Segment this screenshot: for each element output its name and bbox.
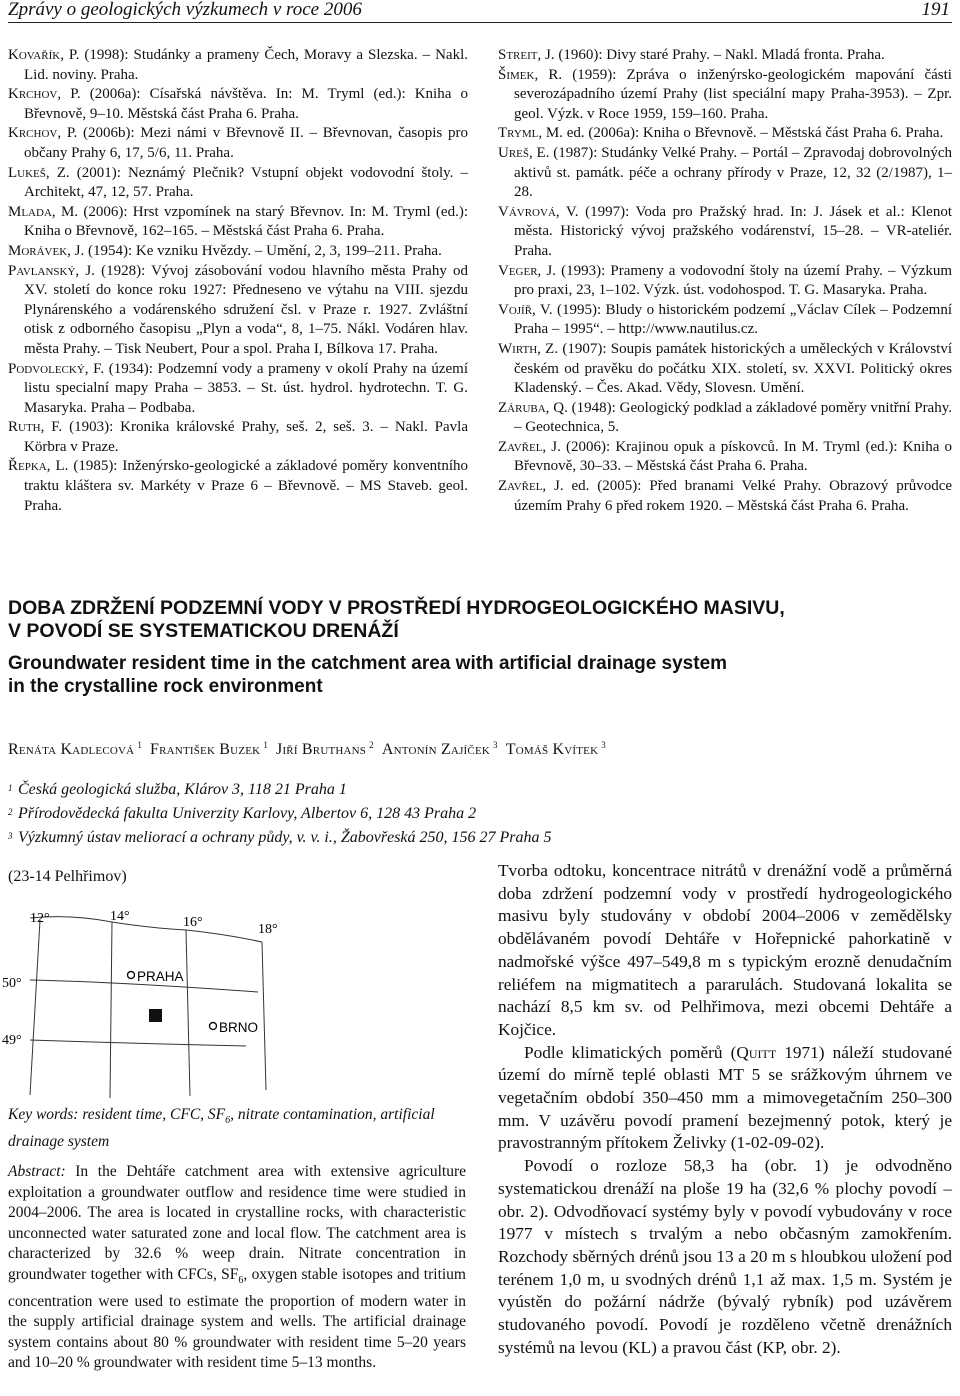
map-city-praha: PRAHA xyxy=(137,969,184,984)
author xyxy=(276,741,374,758)
reference-entry xyxy=(498,144,952,203)
reference-text: (1993): Prameny a vodovodní štoly na území Prahy. – Výzkum pro praxi, 23, 1–102. Výzk. úst. vodohospod. T. G. Masaryka. Praha. xyxy=(514,262,952,299)
author-affiliation-number: 1 xyxy=(137,740,143,750)
map-lon-label-14: 14° xyxy=(110,909,130,924)
body-paragraph-1: Tvorba odtoku, koncentrace nitrátů v drenážní vodě a průměrná doba zdržení podzemní vody v prostředí hydrogeologického masivu byly studovány v období 2004–2006 v zemědělsky obdělávaném povodí Dehtáře v Hořepnické pahorkatině v nadmořské výšce 497–549,8 m s typickým erozně denudačním reliéfem na migmatitech a pararulách. Studovaná lokalita se nachází 8,5 km sv. od Pelhřimova, mezi obcemi Dehtáře a Kojčice. xyxy=(498,861,952,1039)
body-p2-end: 1971) náleží studované území do mírně teplé oblasti MT 5 se srážkovým úhrnem ve vegetačním období 350–450 mm a mimovegetačním 250–300 mm. V uzávěru povodí pramení bezejmenný potok, který je pravostranným přítokem Želivky (1-02-09-02). xyxy=(498,1042,953,1153)
reference-text: (1987): Studánky Velké Prahy. – Portál – Zpravodaj dobrovolných aktivů st. památk. péče a ochrany přírody v Praze, 12, 32 (2/1987), 1–28. xyxy=(514,144,952,201)
reference-text: (1954): Ke vzniku Hvězdy. – Umění, 2, 3, 199–211. Praha. xyxy=(84,242,442,259)
abstract-subscript: 6 xyxy=(238,1275,244,1287)
reference-author: Krchov, P. xyxy=(8,125,78,142)
running-title: Zprávy o geologických výzkumech v roce 2006 xyxy=(8,0,362,20)
map-city-brno: BRNO xyxy=(219,1020,259,1035)
reference-author: Wirth, Z. xyxy=(498,340,559,357)
author-affiliation-number: 2 xyxy=(369,740,374,750)
reference-author: Kovařík, P. xyxy=(8,47,80,63)
reference-author: Pavlanský, J. xyxy=(8,262,95,279)
map-lon-label-16: 16° xyxy=(183,915,203,930)
affiliation-text: Výzkumný ústav meliorací a ochrany půdy, v. v. i., Žabovřeská 250, 156 27 Praha 5 xyxy=(18,829,552,846)
body-paragraph-3: Povodí o rozloze 58,3 ha (obr. 1) je odvodněno systematickou drenáží na ploše 19 ha (32,6 % plochy povodí – obr. 2). Odvodňovací systémy byly v povodí vybudovány v roce 1977 v místech s trvalým a nebo občasným zamokřením. Rozchody sběrných drénů jsou 13 a 20 m s hloubkou uložení pod terénem 1,0 m, u svodných drénů 1,1 až max. 1,5 m. Systém je vyústěn do požární nádrže (bývalý rybník) pod uzávěrem studovaného povodí. Povodí je rozděleno včetně drenážních systémů na levou (KL) a pravou část (KP, obr. 2). xyxy=(498,1156,952,1357)
author-name: Antonín Zajíček xyxy=(381,741,491,758)
reference-entry xyxy=(498,124,952,144)
location-map xyxy=(0,900,278,1100)
reference-entry xyxy=(8,203,468,242)
article-title-english xyxy=(8,653,952,698)
reference-author: Mlada, M. xyxy=(8,203,79,220)
reference-entry xyxy=(498,203,952,262)
reference-author: Zavřel, J. xyxy=(498,438,561,455)
citation-quitt: Quitt xyxy=(736,1042,777,1062)
reference-entry xyxy=(8,124,468,163)
references-right-column xyxy=(498,46,952,516)
reference-text: (1907): Soupis památek historických a uměleckých v Království českém od pravěku do počátku XIX. století, sv. XXVI. Politický okres Kladenský. – Čes. Akad. Vědy, Slovesn. Umění. xyxy=(514,340,952,397)
reference-entry xyxy=(8,360,468,419)
map-sheet-label: (23-14 Pelhřimov) xyxy=(8,868,127,885)
keywords-subscript: 6 xyxy=(225,1115,231,1127)
reference-author: Ruth, F. xyxy=(8,419,63,436)
map-graticule-49 xyxy=(30,1040,246,1046)
reference-text: (1959): Zpráva o inženýrsko-geologickém mapování části severozápadního území Prahy (list speciální mapy Praha-3953). – Zpr. geol. Výzk. v Roce 1959, 159–160. Praha. xyxy=(514,66,952,122)
reference-author: Morávek, J. xyxy=(8,242,85,259)
reference-text: (2006): Hrst vzpomínek na starý Břevnov. In: M. Tryml (ed.): Kniha o Břevnově, 162–165. – Městská část Praha 6. Praha. xyxy=(24,203,468,240)
reference-author: Záruba, Q. xyxy=(498,399,568,416)
reference-entry xyxy=(8,164,468,203)
reference-author: Podvolecký, F. xyxy=(8,360,105,377)
reference-author: Vojíř, V. xyxy=(498,301,553,318)
keywords xyxy=(8,1104,466,1152)
author-affiliation-number: 1 xyxy=(263,740,269,750)
reference-text: (2006a): Císařská návštěva. In: M. Tryml (ed.): Kniha o Břevnově, 9–10. Městská část Praha 6. Praha. xyxy=(24,86,468,122)
abstract-text-2: , oxygen stable isotopes and tritium concentration were used to estimate the proportion of modern water in the supply artificial drainage system and wells. The artificial drainage system contains about 80 % groundwater with resident time 5–20 years and 10–20 % groundwater with resident time 5–13 months. xyxy=(8,1265,466,1372)
reference-author: Ureš, E. xyxy=(498,144,550,161)
map-lat-label-50: 50° xyxy=(2,976,22,991)
reference-author: Vávrová, V. xyxy=(498,203,579,220)
map-meridian-16 xyxy=(186,930,190,1096)
title-cz-line-2: V POVODÍ SE SYSTEMATICKOU DRENÁŽÍ xyxy=(8,619,399,642)
map-graticule-top xyxy=(30,917,262,942)
reference-text: (2006): Krajinou opuk a pískovců. In M. Tryml (ed.): Kniha o Břevnově, 30–33. – Městská část Praha 6. Praha. xyxy=(514,438,952,475)
reference-entry xyxy=(498,399,952,438)
reference-text: (1934): Podzemní vody a prameny v okolí Prahy na území listu specialní mapy Praha – 3853. – St. úst. hydrol. hydrotechn. T. G. Masaryka. Praha – Podbaba. xyxy=(24,360,468,416)
reference-text: ed. (2006a): Kniha o Břevnově. – Městská část Praha 6. Praha. xyxy=(562,125,944,142)
reference-text: (1985): Inženýrsko-geologické a základové poměry konventního traktu kláštera sv. Markéty v Praze 6 – Břevnově. – MS Staveb. geol. Praha. xyxy=(24,458,468,514)
reference-text: (1960): Divy staré Prahy. – Nakl. Mladá fronta. Praha. xyxy=(554,47,885,63)
map-meridian-14 xyxy=(110,922,112,1098)
reference-text: (1997): Voda pro Pražský hrad. In: J. Jásek et al.: Klenot města. Historický vývoj pražského vodárenství, 15–28. – VR-ateliér. Praha. xyxy=(514,203,952,259)
reference-author: Řepka, L. xyxy=(8,458,69,475)
reference-text: ed. (2005): Před branami Velké Prahy. Obrazový průvodce územím Prahy 6 před rokem 1920. – Městská část Praha 6. Praha. xyxy=(514,478,953,514)
affiliation-number: 2 xyxy=(8,807,13,817)
reference-text: (1998): Studánky a prameny Čech, Moravy a Slezska. – Nakl. Lid. noviny. Praha. xyxy=(24,47,468,83)
reference-author: Tryml, M. xyxy=(498,125,563,142)
page-number: 191 xyxy=(921,0,950,20)
map-lat-label-49: 49° xyxy=(2,1033,22,1048)
author-affiliation-number: 3 xyxy=(493,740,498,750)
map-meridian-12 xyxy=(30,920,40,1095)
references-left-column xyxy=(8,46,468,516)
reference-entry xyxy=(498,262,952,301)
abstract xyxy=(8,1162,466,1374)
praha-marker-icon xyxy=(128,972,135,979)
reference-entry xyxy=(8,457,468,516)
author-affiliation-number: 3 xyxy=(601,740,606,750)
title-en-line-2: in the crystalline rock environment xyxy=(8,675,323,697)
reference-entry xyxy=(8,418,468,457)
affiliation xyxy=(8,778,952,802)
reference-entry xyxy=(498,340,952,399)
affiliation-text: Česká geologická služba, Klárov 3, 118 21 Praha 1 xyxy=(18,781,347,798)
reference-entry xyxy=(8,242,468,262)
body-paragraph-2 xyxy=(498,1042,952,1156)
study-area-marker-icon xyxy=(149,1009,162,1022)
reference-entry xyxy=(8,85,468,124)
affiliation-list xyxy=(8,778,952,850)
reference-author: Krchov, P. xyxy=(8,86,81,103)
abstract-text-1: In the Dehtáře catchment area with extensive agriculture exploitation a groundwater outflow and residence time were studied in 2004–2006. The area is located in crystalline rocks, with characteristic unconnected water saturated zone and local flow. The catchment area is characterized by 32.6 % weep drain. Nitrate concentration in groundwater together with CFCs, SF xyxy=(8,1163,466,1283)
author xyxy=(150,741,268,758)
author xyxy=(506,741,606,758)
reference-author: Streit, J. xyxy=(498,47,555,63)
author xyxy=(8,741,142,758)
author-name: Renáta Kadlecová xyxy=(8,741,135,758)
article-title-czech xyxy=(8,597,952,642)
reference-entry xyxy=(8,262,468,360)
affiliation xyxy=(8,826,952,850)
reference-entry xyxy=(498,66,952,125)
map-meridian-18 xyxy=(262,942,266,1090)
reference-text: (1995): Bludy o historickém podzemí „Václav Cílek – Podzemní Praha – 1995“. – http://www.nautilus.cz. xyxy=(514,301,952,338)
reference-text: (1928): Vývoj zásobování vodou hlavního města Prahy od XV. století do konce roku 1927: Předneseno ve výtahu na VIII. sjezdu Plynárenského a vodárenského sdružení čsl. v Praze r. 1927. Zvláštní otisk z odborného časopisu „Plyn a voda“, 8, 1–75. Nákl. Vodáren hlav. města Prahy. – Tisk Neubert, Pour a spol. Praha I, Bílkova 17. Praha. xyxy=(24,262,468,357)
title-cz-line-1: DOBA ZDRŽENÍ PODZEMNÍ VODY V PROSTŘEDÍ HYDROGEOLOGICKÉHO MASIVU, xyxy=(8,597,785,619)
keywords-label: Key words: xyxy=(8,1106,79,1123)
abstract-label: Abstract: xyxy=(8,1163,66,1180)
keywords-tail: , nitrate contamination, artificial drainage system xyxy=(8,1106,435,1151)
affiliation xyxy=(8,802,952,826)
reference-text: (1948): Geologický podklad a základové poměry vnitřní Prahy. – Geotechnica, 5. xyxy=(514,399,952,436)
affiliation-number: 1 xyxy=(8,783,13,793)
reference-entry xyxy=(498,438,952,477)
affiliation-number: 3 xyxy=(8,831,13,841)
author-list xyxy=(8,740,952,759)
running-header xyxy=(8,0,952,23)
reference-author: Veger, J. xyxy=(498,262,556,279)
body-p2-start: Podle klimatických poměrů ( xyxy=(524,1042,737,1062)
reference-entry xyxy=(498,301,952,340)
reference-text: (2006b): Mezi námi v Břevnově II. – Břevnovan, časopis pro občany Prahy 6, 17, 5/6, 11. Praha. xyxy=(24,125,468,161)
reference-entry xyxy=(8,46,468,85)
map-lon-label-18: 18° xyxy=(258,922,278,937)
author-name: Jiří Bruthans xyxy=(276,741,367,758)
reference-entry xyxy=(498,477,952,516)
reference-author: Šimek, R. xyxy=(498,66,563,83)
author xyxy=(382,741,498,758)
author-name: František Buzek xyxy=(150,741,261,758)
affiliation-text: Přírodovědecká fakulta Univerzity Karlovy, Albertov 6, 128 43 Praha 2 xyxy=(18,805,477,822)
reference-entry xyxy=(498,46,952,66)
body-text xyxy=(498,860,952,1359)
title-en-line-1: Groundwater resident time in the catchment area with artificial drainage system xyxy=(8,653,728,674)
reference-text: (1903): Kronika královské Prahy, seš. 2, seš. 3. – Nakl. Pavla Körbra v Praze. xyxy=(24,419,468,455)
reference-author: Zavřel, J. xyxy=(498,478,564,495)
reference-text: (2001): Neznámý Plečnik? Vstupní objekt vodovodní štoly. – Architekt, 47, 12, 57. Praha. xyxy=(24,164,468,201)
keywords-text: resident time, CFC, SF xyxy=(78,1106,226,1123)
map-lon-label-12: 12° xyxy=(30,911,50,926)
author-name: Tomáš Kvítek xyxy=(505,741,599,758)
reference-author: Lukeš, Z. xyxy=(8,164,70,181)
brno-marker-icon xyxy=(210,1023,217,1030)
